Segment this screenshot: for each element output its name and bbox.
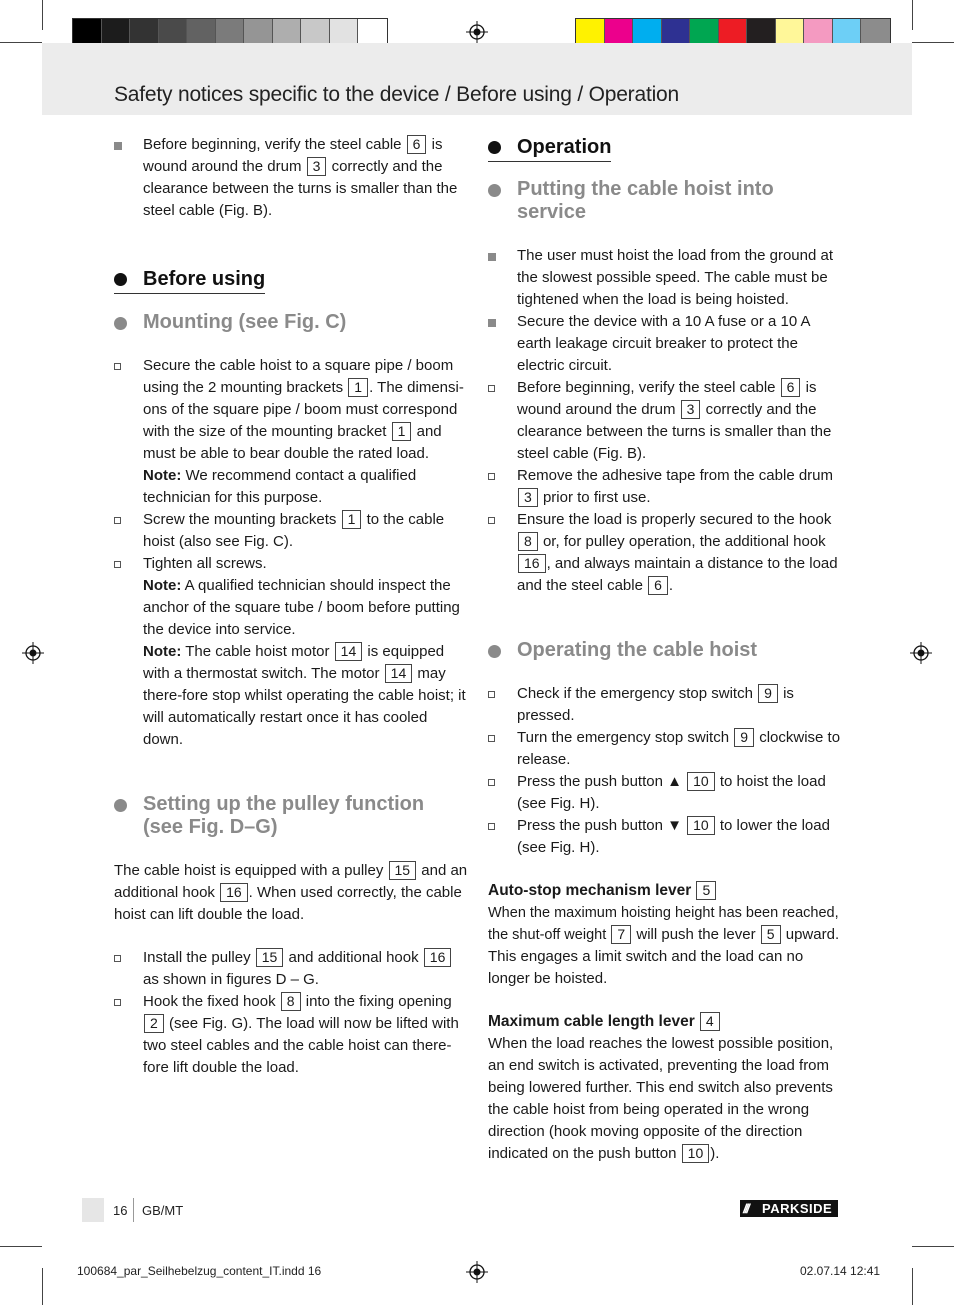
bullet-dot-icon [488, 645, 501, 658]
color-swatch [605, 19, 634, 45]
list-item: Secure the device with a 10 A fuse or a 10 A earth leakage circuit breaker to protect the electric circuit. [488, 311, 843, 377]
part-number: 6 [407, 135, 427, 154]
crop-mark [912, 1268, 913, 1305]
list-item: Install the pulley 15 and additional hook 16 as shown in figures D – G. [114, 947, 469, 991]
checkbox-bullet-icon [114, 363, 121, 370]
part-number: 1 [342, 510, 362, 529]
registration-mark-icon [22, 642, 44, 664]
gray-swatch [358, 19, 387, 45]
square-bullet-icon [114, 142, 122, 150]
subsection-heading-pulley: Setting up the pulley function (see Fig. D–G) [114, 793, 469, 839]
page-number-tab [82, 1198, 104, 1222]
part-number: 9 [734, 728, 754, 747]
crop-mark [0, 1246, 42, 1247]
part-number: 8 [281, 992, 301, 1011]
section-heading-before-using: Before using [114, 266, 265, 294]
bullet-dot-icon [114, 273, 127, 286]
part-number: 3 [518, 488, 538, 507]
registration-mark-icon [466, 1261, 488, 1283]
color-swatch [719, 19, 748, 45]
checkbox-bullet-icon [488, 691, 495, 698]
checkbox-bullet-icon [488, 779, 495, 786]
square-bullet-icon [488, 319, 496, 327]
checkbox-bullet-icon [114, 561, 121, 568]
part-number: 3 [307, 157, 327, 176]
gray-swatch [301, 19, 330, 45]
checkbox-bullet-icon [488, 385, 495, 392]
brand-logo: /// PARKSIDE [740, 1200, 838, 1217]
grayscale-color-bar [72, 18, 388, 46]
registration-mark-icon [910, 642, 932, 664]
color-swatch [861, 19, 890, 45]
checkbox-bullet-icon [114, 517, 121, 524]
color-swatch [690, 19, 719, 45]
checkbox-bullet-icon [488, 473, 495, 480]
crop-mark [0, 42, 42, 43]
part-number: 14 [385, 664, 413, 683]
color-swatch [833, 19, 862, 45]
list-item: Tighten all screws. Note: A qualified technician should inspect the anchor of the square tube / boom before putting the device into service. Note: The cable hoist motor 14 is equipped with a thermostat switch. The motor 14 may there-fore stop whilst operating the cable hoist; it will automatically restart once it has cooled down. [114, 553, 469, 751]
color-swatch [576, 19, 605, 45]
gray-swatch [244, 19, 273, 45]
logo-mark: /// [743, 1201, 748, 1216]
list-item: Remove the adhesive tape from the cable drum 3 prior to first use. [488, 465, 843, 509]
list-item: Secure the cable hoist to a square pipe / boom using the 2 mounting brackets 1 . The dimensi-ons of the square pipe / boom must correspond with the size of the mounting bracket 1 and must be able to bear double the rated load. Note: We recommend contact a qualified technician for this purpose. [114, 355, 469, 509]
color-swatch [804, 19, 833, 45]
part-number: 15 [256, 948, 284, 967]
subsection-heading-operating: Operating the cable hoist [488, 639, 843, 662]
section-heading-operation: Operation [488, 134, 611, 162]
subsection-heading-mounting: Mounting (see Fig. C) [114, 311, 469, 334]
gray-swatch [187, 19, 216, 45]
checkbox-bullet-icon [114, 999, 121, 1006]
part-number: 9 [758, 684, 778, 703]
bullet-dot-icon [114, 799, 127, 812]
gray-swatch [216, 19, 245, 45]
list-item: Turn the emergency stop switch 9 clockwise to release. [488, 727, 843, 771]
page-title: Safety notices specific to the device / Before using / Operation [114, 83, 680, 106]
paragraph: The cable hoist is equipped with a pulley 15 and an additional hook 16 . When used correctly, the cable hoist can lift double the load. [114, 862, 468, 923]
gray-swatch [73, 19, 102, 45]
list-item: Before beginning, verify the steel cable 6 is wound around the drum 3 correctly and the clearance between the turns is smaller than the steel cable (Fig. B). [488, 377, 843, 465]
bullet-dot-icon [488, 184, 501, 197]
part-number: 16 [424, 948, 452, 967]
list-item: The user must hoist the load from the ground at the slowest possible speed. The cable must be tightened when the load is being hoisted. [488, 245, 843, 311]
part-number: 6 [648, 576, 668, 595]
part-number: 10 [687, 772, 715, 791]
part-number: 16 [220, 883, 248, 902]
divider [133, 1198, 134, 1222]
part-number: 10 [682, 1144, 710, 1163]
subsection-heading-service: Putting the cable hoist into service [488, 178, 778, 224]
checkbox-bullet-icon [488, 735, 495, 742]
left-column [114, 134, 469, 1079]
crop-mark [912, 1246, 954, 1247]
part-number: 10 [687, 816, 715, 835]
color-swatch [747, 19, 776, 45]
language-code: GB/MT [142, 1203, 184, 1218]
part-number: 1 [348, 378, 368, 397]
checkbox-bullet-icon [114, 955, 121, 962]
part-number: 14 [335, 642, 363, 661]
part-number: 15 [389, 861, 417, 880]
part-number: 8 [518, 532, 538, 551]
list-item: Press the push button ▼ 10 to lower the load (see Fig. H). [488, 815, 843, 859]
part-number: 6 [781, 378, 801, 397]
page-number: 16 [113, 1203, 128, 1218]
part-number: 2 [144, 1014, 164, 1033]
crop-mark [42, 0, 43, 30]
date-slug: 02.07.14 12:41 [800, 1264, 881, 1278]
crop-mark [912, 42, 954, 43]
list-item: Screw the mounting brackets 1 to the cable hoist (also see Fig. C). [114, 509, 469, 553]
gray-swatch [130, 19, 159, 45]
part-number: 4 [700, 1012, 720, 1031]
part-number: 5 [696, 881, 716, 900]
checkbox-bullet-icon [488, 823, 495, 830]
bullet-dot-icon [114, 317, 127, 330]
checkbox-bullet-icon [488, 517, 495, 524]
list-item: Ensure the load is properly secured to the hook 8 or, for pulley operation, the additional hook 16 , and always maintain a distance to the load and the steel cable 6 . [488, 509, 843, 597]
part-number: 1 [392, 422, 412, 441]
color-swatch [662, 19, 691, 45]
list-item: Hook the fixed hook 8 into the fixing opening 2 (see Fig. G). The load will now be lifted with two steel cables and the cable hoist can there-fore lift double the load. [114, 991, 469, 1079]
registration-mark-icon [466, 21, 488, 43]
list-item: Check if the emergency stop switch 9 is pressed. [488, 683, 843, 727]
max-length-section: Maximum cable length lever 4 When the load reaches the lowest possible position, an end switch is activated, preventing the load from being lowered further. This end switch also prevents the cable hoist from being operated in the wrong direction (hook moving opposite of the direction indicated on the push button 10 ). [488, 1013, 834, 1162]
right-column [488, 134, 843, 1165]
square-bullet-icon [488, 253, 496, 261]
gray-swatch [102, 19, 131, 45]
auto-stop-section: Auto-stop mechanism lever 5 When the maximum hoisting height has been reached, the shut-off weight 7 will push the lever 5 upward. This engages a limit switch and the load can no longer be hoisted. [488, 882, 840, 987]
color-swatch [633, 19, 662, 45]
part-number: 16 [518, 554, 546, 573]
part-number: 3 [681, 400, 701, 419]
color-swatch [776, 19, 805, 45]
crop-mark [912, 0, 913, 30]
file-slug: 100684_par_Seilhebelzug_content_IT.indd 16 [77, 1264, 322, 1278]
process-color-bar [575, 18, 891, 46]
bullet-dot-icon [488, 141, 501, 154]
crop-mark [42, 1268, 43, 1305]
gray-swatch [159, 19, 188, 45]
part-number: 7 [611, 925, 631, 944]
gray-swatch [273, 19, 302, 45]
gray-swatch [330, 19, 359, 45]
list-item: Press the push button ▲ 10 to hoist the load (see Fig. H). [488, 771, 843, 815]
list-item: Before beginning, verify the steel cable 6 is wound around the drum 3 correctly and the clearance between the turns is smaller than the steel cable (Fig. B). [114, 134, 469, 222]
part-number: 5 [761, 925, 781, 944]
